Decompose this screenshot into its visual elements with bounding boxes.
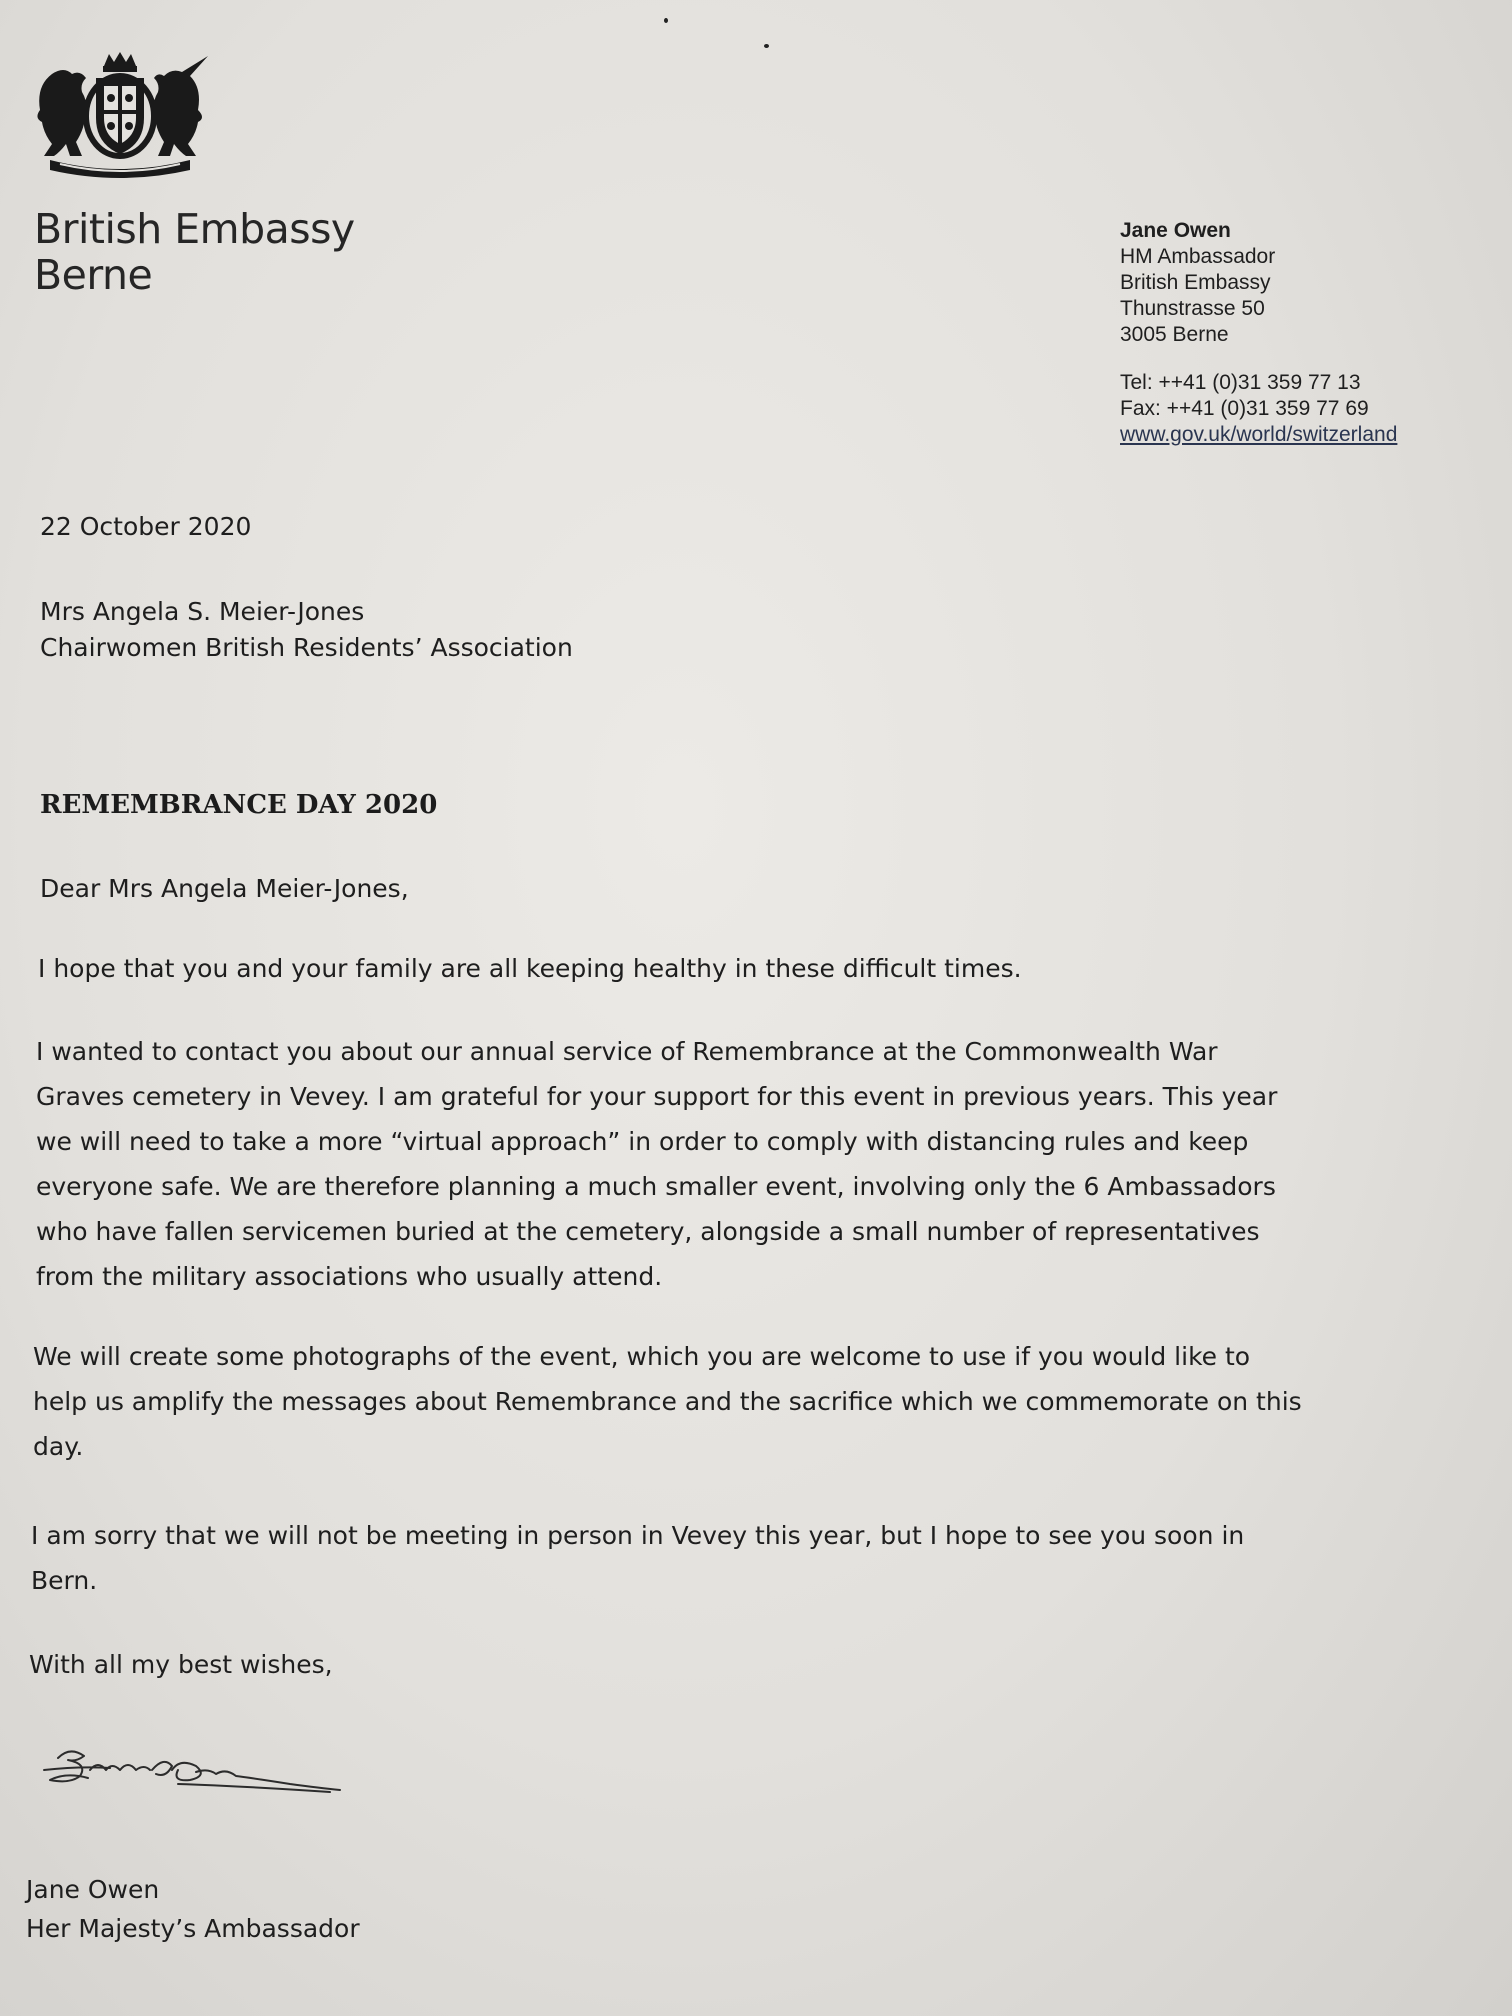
recipient-block <box>40 594 573 666</box>
paragraph-4 <box>31 1513 1244 1603</box>
sender-name: Jane Owen <box>1120 219 1231 242</box>
paragraph-line: Graves cemetery in Vevey. I am grateful for your support for this event in previous years. This year <box>36 1082 1278 1111</box>
paragraph-line: I hope that you and your family are all keeping healthy in these difficult times. <box>38 954 1022 983</box>
handwritten-signature-icon <box>40 1740 350 1810</box>
paragraph-line: from the military associations who usually attend. <box>36 1262 663 1291</box>
sender-website-link[interactable]: www.gov.uk/world/switzerland <box>1120 423 1398 446</box>
paragraph-line: We will create some photographs of the event, which you are welcome to use if you would like to <box>33 1342 1251 1371</box>
paragraph-line: day. <box>33 1432 84 1461</box>
embassy-name <box>34 206 355 298</box>
sender-tel: Tel: ++41 (0)31 359 77 13 <box>1120 371 1361 394</box>
paragraph-line: we will need to take a more “virtual approach” in order to comply with distancing rules and keep <box>36 1127 1249 1156</box>
paper-speck <box>664 18 668 23</box>
sender-spacer <box>1120 348 1397 370</box>
signoff-block <box>26 1870 360 1948</box>
letter-closing: With all my best wishes, <box>29 1650 333 1679</box>
paragraph-line: who have fallen servicemen buried at the cemetery, alongside a small number of representatives <box>36 1217 1260 1246</box>
recipient-title: Chairwomen British Residents’ Association <box>40 633 573 662</box>
paragraph-1 <box>38 946 1022 991</box>
sender-address-block <box>1120 218 1397 448</box>
recipient-name: Mrs Angela S. Meier-Jones <box>40 597 365 626</box>
paragraph-line: Bern. <box>31 1566 98 1595</box>
letter-subject: REMEMBRANCE DAY 2020 <box>40 790 438 820</box>
sender-city: 3005 Berne <box>1120 323 1229 346</box>
paragraph-line: I am sorry that we will not be meeting in person in Vevey this year, but I hope to see you soon in <box>31 1521 1245 1550</box>
paragraph-2 <box>36 1029 1277 1299</box>
sender-fax: Fax: ++41 (0)31 359 77 69 <box>1120 397 1369 420</box>
sender-street: Thunstrasse 50 <box>1120 297 1265 320</box>
embassy-name-line1: British Embassy <box>34 205 355 253</box>
paragraph-line: everyone safe. We are therefore planning a much smaller event, involving only the 6 Ambassadors <box>36 1172 1276 1201</box>
letter-salutation: Dear Mrs Angela Meier-Jones, <box>40 874 409 903</box>
paragraph-3 <box>33 1334 1302 1469</box>
sender-organisation: British Embassy <box>1120 271 1271 294</box>
paper-speck <box>764 44 769 48</box>
sender-title: HM Ambassador <box>1120 245 1276 268</box>
signoff-title: Her Majesty’s Ambassador <box>26 1914 360 1943</box>
paragraph-line: I wanted to contact you about our annual service of Remembrance at the Commonwealth War <box>36 1037 1218 1066</box>
signoff-name: Jane Owen <box>26 1875 160 1904</box>
paragraph-line: help us amplify the messages about Remembrance and the sacrifice which we commemorate on this <box>33 1387 1302 1416</box>
letter-date: 22 October 2020 <box>40 512 252 541</box>
embassy-name-line2: Berne <box>34 251 153 299</box>
royal-coat-of-arms-icon <box>30 52 210 184</box>
